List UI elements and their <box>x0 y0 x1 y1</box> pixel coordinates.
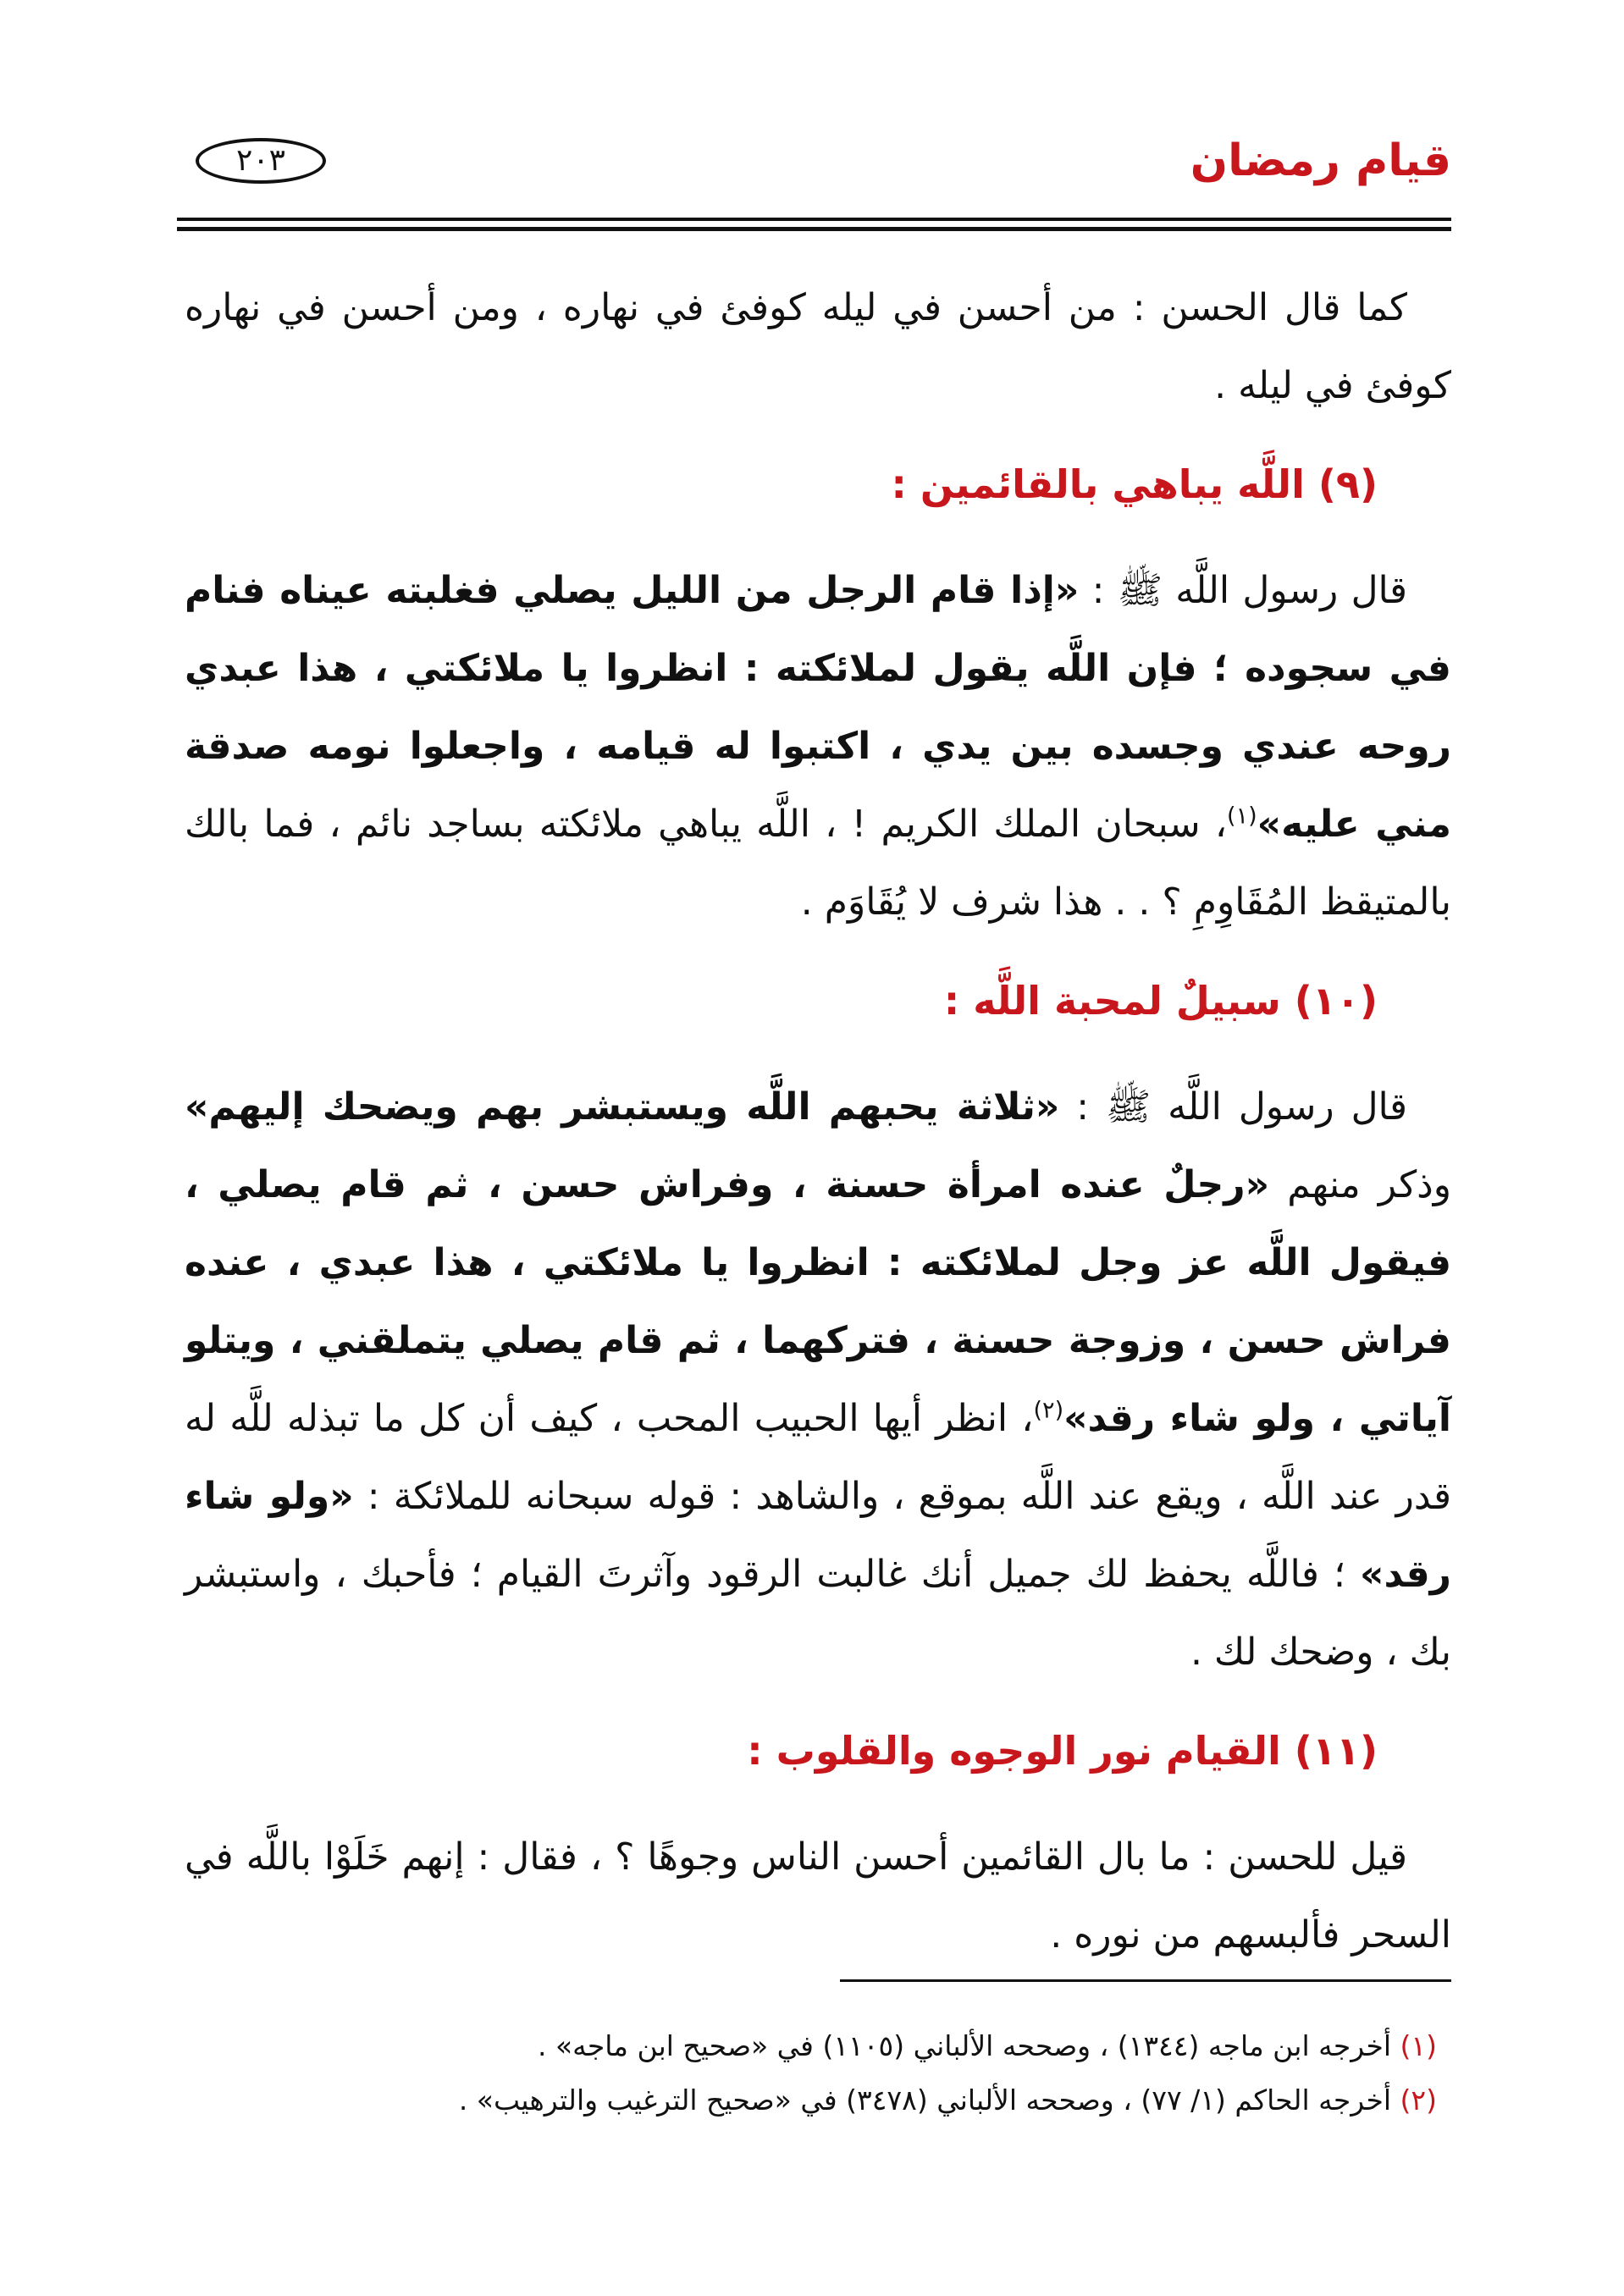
section-paragraph-9 <box>185 552 1451 941</box>
hadith-quote: «ولو شاء رقد» <box>185 1475 1451 1596</box>
footnote-separator <box>840 1979 1451 1982</box>
hadith-quote: «رجلٌ عنده امرأة حسنة ، وفراش حسن ، ثم قام يصلي ، فيقول اللَّه عز وجل لملائكته : انظروا يا ملائكتي ، هذا عبدي ، عنده فراش حسن ، وزوجة حسنة ، فتركهما ، ثم قام يصلي يتملقني ، ويتلو آياتي ، ولو شاء رقد» <box>185 1163 1452 1440</box>
paragraph-text: قال رسول اللَّه ﷺ : <box>1059 1085 1407 1129</box>
header-rule-top <box>177 218 1451 221</box>
section-paragraph-11 <box>185 1819 1451 1974</box>
footnote-marker: (١) <box>1400 2029 1437 2062</box>
paragraph-text: ، سبحان الملك الكريم ! ، اللَّه يباهي ملائكته بساجد نائم ، فما بالك بالمتيقظ المُقَاوِمِ ؟ . . هذا شرف لا يُقَاوَم . <box>185 803 1451 924</box>
paragraph-text: ؛ فاللَّه يحفظ لك جميل أنك غالبت الرقود وآثرتَ القيام ؛ فأحبك ، واستبشر بك ، وضحك لك . <box>185 1553 1451 1674</box>
footnote-text: أخرجه ابن ماجه (١٣٤٤) ، وصححه الألباني (١١٠٥) في «صحيح ابن ماجه» . <box>537 2029 1392 2062</box>
footnote-reference: (١) <box>1227 803 1257 830</box>
page-content <box>185 269 1451 2128</box>
hadith-quote: «ثلاثة يحبهم اللَّه ويستبشر بهم ويضحك إليهم» <box>185 1085 1060 1129</box>
page-number-oval <box>196 138 326 184</box>
section-heading-11: (١١) القيام نور الوجوه والقلوب : <box>747 1728 1378 1774</box>
paragraph-text: ، انظر أيها الحبيب المحب ، كيف أن كل ما تبذله للَّه له قدر عند اللَّه ، ويقع عند اللَّه بموقع ، والشاهد : قوله سبحانه للملائكة : <box>185 1397 1451 1518</box>
hadith-quote: «إذا قام الرجل من الليل يصلي فغلبته عيناه فنام في سجوده ؛ فإن اللَّه يقول لملائكته : انظروا يا ملائكتي ، هذا عبدي روحه عندي وجسده بين يدي ، اكتبوا له قيامه ، واجعلوا نومه صدقة مني عليه» <box>185 569 1451 846</box>
page-number: ٢٠٣ <box>236 143 286 178</box>
main-text <box>185 269 1451 1974</box>
footnote-list <box>185 2019 1451 2128</box>
footnotes <box>185 1979 1451 2128</box>
footnote-2 <box>185 2073 1451 2128</box>
paragraph-text: قال رسول اللَّه ﷺ : <box>1079 569 1407 612</box>
section-heading-10: (١٠) سبيلٌ لمحبة اللَّه : <box>943 978 1378 1024</box>
footnote-1 <box>185 2019 1451 2073</box>
paragraph-text: قيل للحسن : ما بال القائمين أحسن الناس وجوهًا ؟ ، فقال : إنهم خَلَوْا باللَّه في السحر فألبسهم من نوره . <box>185 1835 1451 1957</box>
section-paragraph-10 <box>185 1068 1451 1692</box>
section-heading-9: (٩) اللَّه يباهي بالقائمين : <box>891 461 1378 507</box>
footnote-reference: (٢) <box>1033 1397 1064 1424</box>
intro-paragraph: كما قال الحسن : من أحسن في ليله كوفئ في نهاره ، ومن أحسن في نهاره كوفئ في ليله . <box>185 286 1451 407</box>
running-title: قيام رمضان <box>1190 135 1451 186</box>
footnote-marker: (٢) <box>1400 2084 1437 2117</box>
paragraph-text: وذكر منهم <box>1269 1163 1452 1206</box>
header-rule-bottom <box>177 227 1451 231</box>
footnote-text: أخرجه الحاكم (١/ ٧٧) ، وصححه الألباني (٣٤٧٨) في «صحيح الترغيب والترهيب» . <box>458 2084 1392 2117</box>
